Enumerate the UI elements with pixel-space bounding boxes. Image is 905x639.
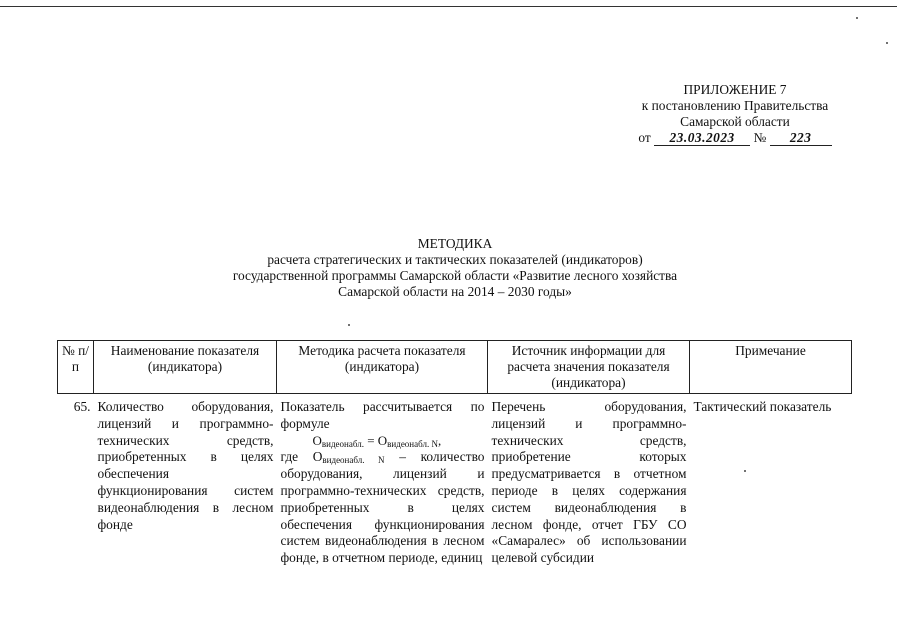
header-method: Методика расчета показателя (индикатора) <box>277 341 488 394</box>
formula-comma: , <box>437 432 442 448</box>
number-sign: № <box>753 130 767 145</box>
header-source: Источник информации для расчета значения показателя (индикатора) <box>488 341 690 394</box>
document-title <box>100 236 810 300</box>
title-heading: МЕТОДИКА <box>417 236 493 251</box>
scan-speck <box>886 42 888 44</box>
row-name: Количество оборудования, лицензий и программно-технических средств, приобретенных в целях обеспечения функционирования систем видеонаблюдения в лесном фонде <box>97 399 274 532</box>
method-rest: – количество оборудования, лицензий и программно-технических средств, приобретенных в целях обеспечения функционирования систем видеонаблюдения в лесном фонде, в отчетном периоде, единиц <box>280 449 485 566</box>
appendix-header <box>560 82 905 146</box>
formula-eq: = О <box>367 432 388 448</box>
header-note: Примечание <box>690 341 852 394</box>
handwritten-date: 23.03.2023 <box>654 131 750 146</box>
title-line-3: Самарской области на 2014 – 2030 годы» <box>338 284 572 299</box>
row-note: Тактический показатель <box>693 399 832 414</box>
formula-o: О <box>312 432 322 448</box>
appendix-line-2: Самарской области <box>680 114 790 129</box>
date-prefix: от <box>638 130 651 145</box>
appendix-line-1: к постановлению Правительства <box>641 98 829 113</box>
handwritten-number: 223 <box>770 131 832 146</box>
table-row <box>58 394 852 567</box>
row-num: 65. <box>73 399 91 414</box>
method-intro: Показатель рассчитывается по формуле <box>280 399 485 431</box>
formula-sub-n: видеонабл. N <box>387 438 438 449</box>
title-line-1: расчета стратегических и тактических показателей (индикаторов) <box>267 252 643 267</box>
indicator-table <box>57 340 852 567</box>
top-border-line <box>0 6 897 7</box>
formula <box>281 433 485 450</box>
table-header-row <box>58 341 852 394</box>
method-where-sub: видеонабл. N <box>322 455 385 466</box>
scan-speck <box>348 324 350 326</box>
formula-sub: видеонабл. <box>321 438 364 449</box>
row-source: Перечень оборудования, лицензий и программно-технических средств, приобретение которых предусматривается в отчетном периоде в целях содержания систем видеонаблюдения в лесном фонде, отчет ГБУ СО «Самаралес» об использовании целевой субсидии <box>491 399 687 566</box>
title-line-2: государственной программы Самарской области «Развитие лесного хозяйства <box>232 268 678 283</box>
method-where: где О <box>280 449 323 465</box>
row-method <box>277 394 488 567</box>
header-num: № п/п <box>58 341 94 394</box>
appendix-date-line <box>560 130 905 146</box>
scan-speck <box>856 17 858 19</box>
header-name: Наименование показателя (индикатора) <box>94 341 277 394</box>
appendix-title: ПРИЛОЖЕНИЕ 7 <box>683 82 787 97</box>
